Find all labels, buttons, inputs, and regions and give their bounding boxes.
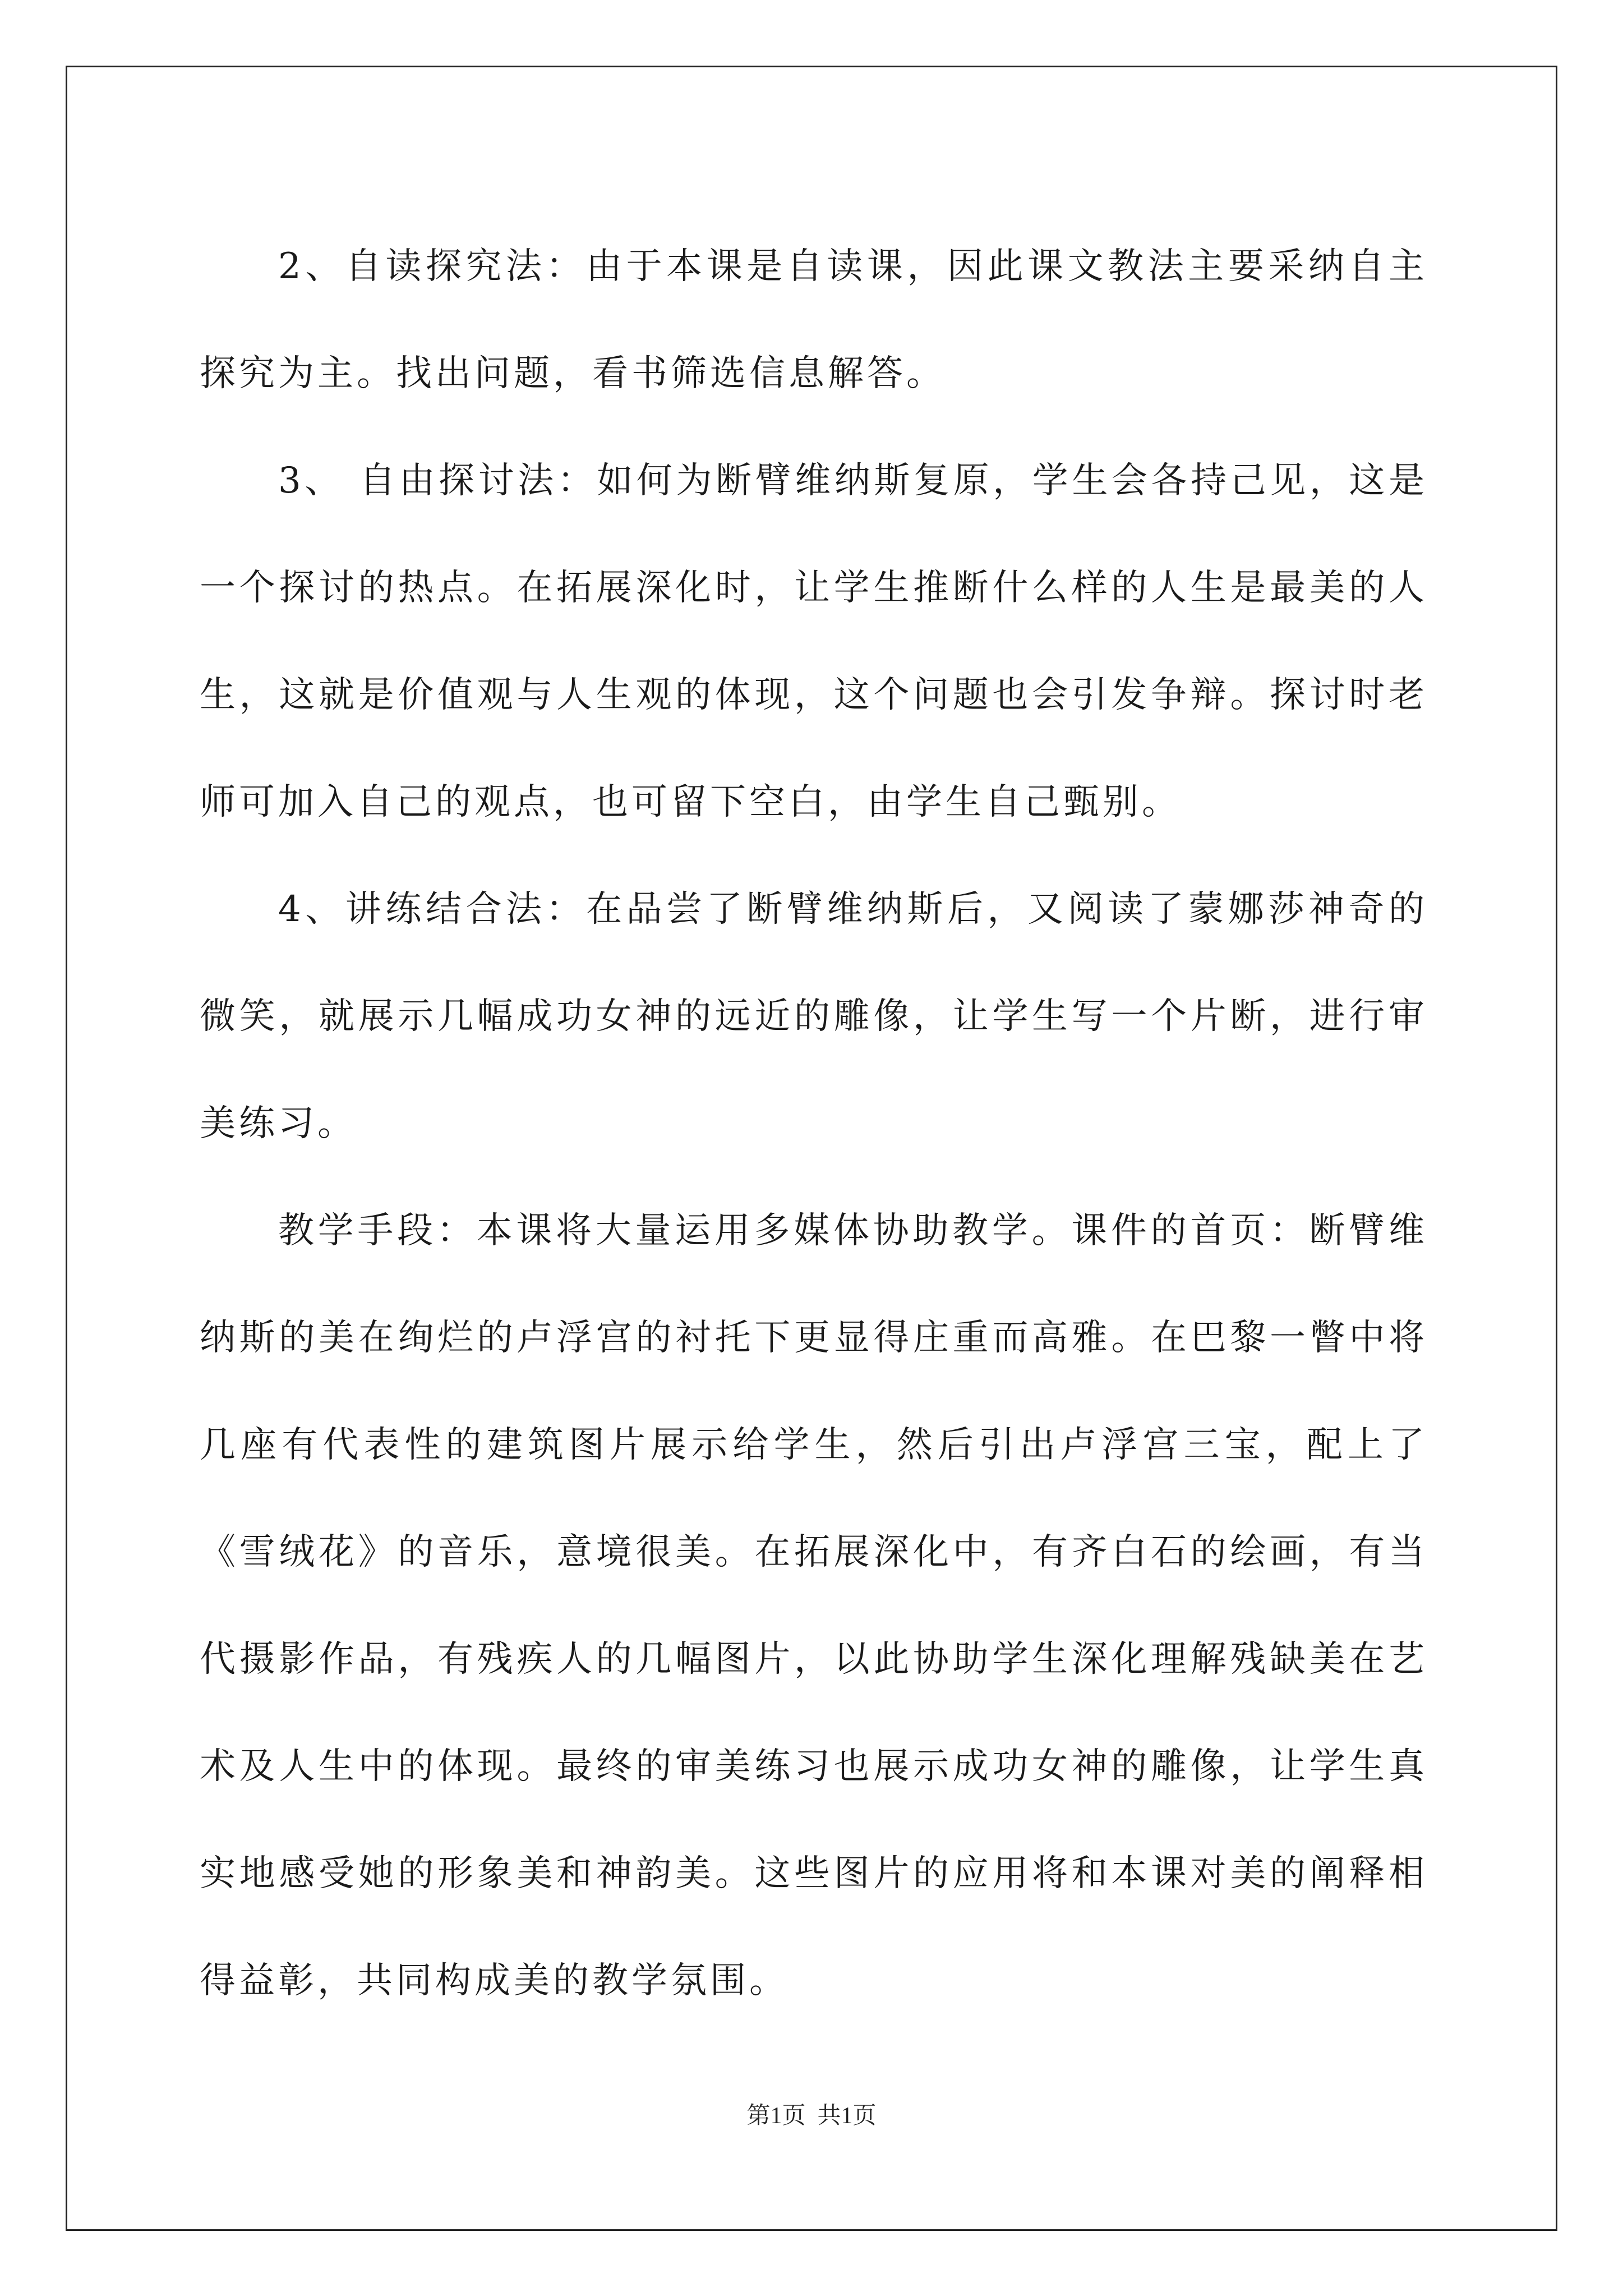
page-footer: 第1页 共1页 <box>746 2103 877 2129</box>
paragraph-self-reading-method: 2、自读探究法：由于本课是自读课，因此课文教法主要采纳自主探究为主。找出问题，看书筛选信息解答。 <box>200 246 1428 394</box>
paragraph-teaching-means: 教学手段：本课将大量运用多媒体协助教学。课件的首页：断臂维纳斯的美在绚烂的卢浮宫的衬托下更显得庄重而高雅。在巴黎一瞥中将几座有代表性的建筑图片展示给学生，然后引出卢浮宫三宝，配上了《雪绒花》的音乐，意境很美。在拓展深化中，有齐白石的绘画，有当代摄影作品，有残疾人的几幅图片，以此协助学生深化理解残缺美在艺术及人生中的体现。最终的审美练习也展示成功女神的雕像，让学生真实地感受她的形象美和神韵美。这些图片的应用将和本课对美的阐释相得益彰，共同构成美的教学氛围。 <box>200 1210 1428 2001</box>
document-body <box>200 213 1428 2035</box>
paragraph-free-discussion-method: 3、 自由探讨法：如何为断臂维纳斯复原，学生会各持己见，这是一个探讨的热点。在拓展深化时，让学生推断什么样的人生是最美的人生，这就是价值观与人生观的体现，这个问题也会引发争辩。探讨时老师可加入自己的观点，也可留下空白，由学生自己甄别。 <box>200 460 1428 823</box>
paragraph-lecture-practice-method: 4、讲练结合法：在品尝了断臂维纳斯后，又阅读了蒙娜莎神奇的微笑，就展示几幅成功女神的远近的雕像，让学生写一个片断，进行审美练习。 <box>200 889 1428 1144</box>
